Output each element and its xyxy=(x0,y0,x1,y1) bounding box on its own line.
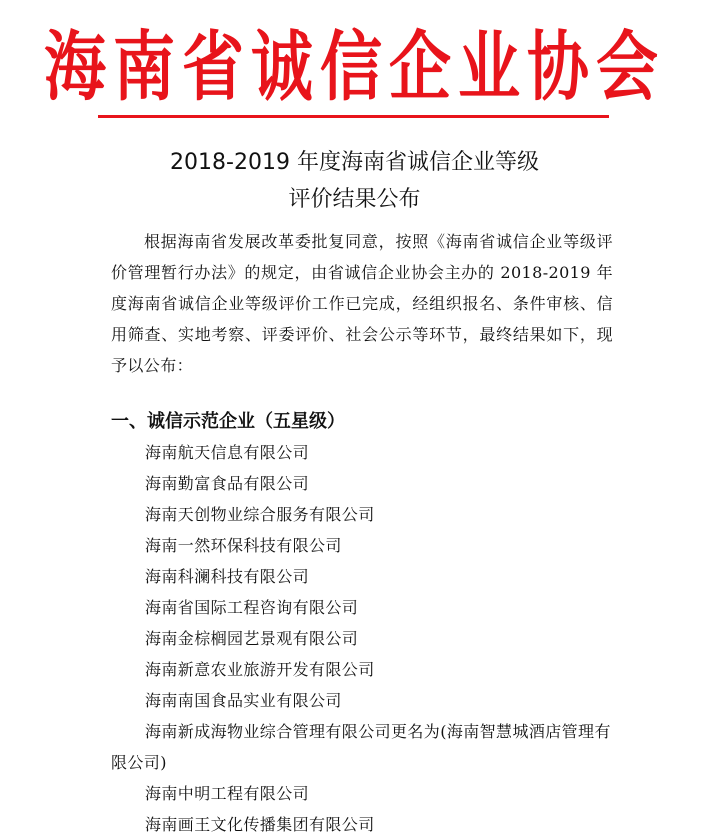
company-item: 海南天创物业综合服务有限公司 xyxy=(145,505,375,524)
company-item: 海南新意农业旅游开发有限公司 xyxy=(145,660,375,679)
document-title-line-1: 2018-2019 年度海南省诚信企业等级 xyxy=(170,150,539,175)
company-item: 海南金棕榈园艺景观有限公司 xyxy=(145,629,359,648)
company-item: 海南科澜科技有限公司 xyxy=(145,567,310,586)
company-item: 海南画王文化传播集团有限公司 xyxy=(145,815,375,834)
header-divider xyxy=(98,115,609,118)
document-title-line-2: 评价结果公布 xyxy=(288,187,421,212)
company-item: 海南新成海物业综合管理有限公司更名为(海南智慧城酒店管理有限公司) xyxy=(111,722,611,772)
company-item: 海南一然环保科技有限公司 xyxy=(145,536,342,555)
intro-paragraph: 根据海南省发展改革委批复同意，按照《海南省诚信企业等级评价管理暂行办法》的规定，由省诚信企业协会主办的 2018-2019 年度海南省诚信企业等级评价工作已完成，经组织报名、条件审核、信用筛查、实地考察、评委评价、社会公示等环节，最终结果如下，现予以公布： xyxy=(111,232,613,375)
company-item: 海南中明工程有限公司 xyxy=(145,784,310,803)
company-item: 海南省国际工程咨询有限公司 xyxy=(145,598,359,617)
company-item: 海南勤富食品有限公司 xyxy=(145,474,310,493)
company-item: 海南航天信息有限公司 xyxy=(145,443,310,462)
org-masthead: 海南省诚信企业协会 xyxy=(43,22,665,112)
section-heading-five-star: 一、诚信示范企业（五星级） xyxy=(111,411,345,432)
company-list xyxy=(111,437,611,840)
company-item: 海南南国食品实业有限公司 xyxy=(145,691,342,710)
